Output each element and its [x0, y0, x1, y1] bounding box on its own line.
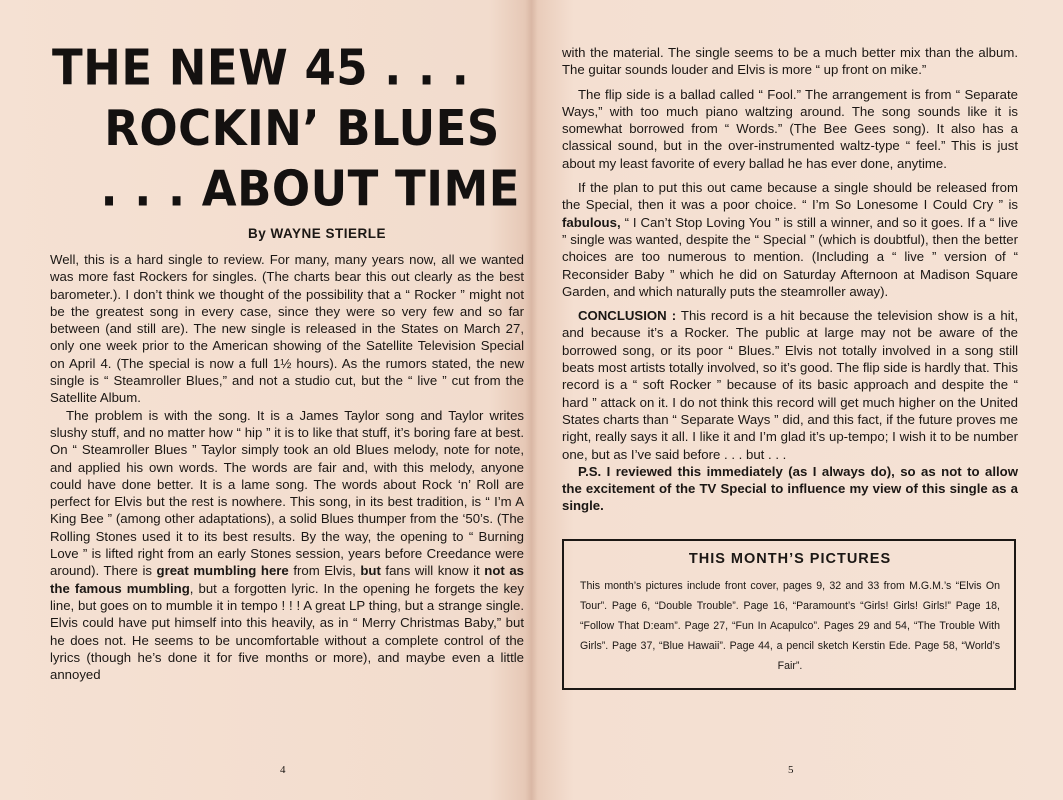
page-number-left: 4 — [280, 764, 286, 776]
problem-text-between-1: from Elvis, — [288, 563, 361, 579]
bold-not-famous-mumbling: not as the famous mumbling — [50, 563, 524, 596]
ps-text: P.S. I reviewed this immediately (as I always do), so as not to allow the excitement of the TV Special to influence my view of this single as a single. — [562, 463, 1018, 514]
problem-text-between-2: fans will know it — [380, 563, 485, 579]
page-number-right: 5 — [788, 764, 794, 776]
headline-line-1: THE NEW 45 . . . — [52, 39, 470, 97]
article-byline: By WAYNE STIERLE — [247, 226, 387, 241]
bold-fabulous: fabulous, — [562, 214, 621, 230]
left-page — [50, 38, 524, 778]
plan-text-end: “ I Can’t Stop Loving You ” is still a winner, and so it goes. If a “ live ” single was wanted, despite the “ Special ” (which is doubtful), then the better choices are too numerous to mention. (Including a “ live ” version of “ Reconsider Baby ” which he did on Saturday Afternoon at Madison Square Garden, and which naturally puts the steamroller away). — [562, 214, 1018, 299]
paragraph-problem — [50, 407, 524, 684]
pictures-box-title: THIS MONTH’S PICTURES — [688, 550, 892, 567]
pictures-box-text: This month’s pictures include front cover, pages 9, 32 and 33 from M.G.M.’s “Elvis On Tour”. Page 6, “Double Trouble”. Page 16, “Paramount’s “Girls! Girls! Girls!” Page 18, “Follow That D:eam”. Page 27, “Fun In Acapulco”. Pages 29 and 54, “The Trouble With Girls”. Page 37, “Blue Hawaii”. Page 44, a pencil sketch Kerstin Ede. Page 58, “World’s Fair”. — [580, 579, 1000, 672]
right-page — [562, 44, 1018, 784]
paragraph-continued: with the material. The single seems to be a much better mix than the album. The guitar sounds louder and Elvis is more “ up front on mike.” — [562, 45, 1018, 78]
problem-text-end: , but a forgotten lyric. In the opening he forgets the key line, but goes on to mumble it in tempo ! ! ! A great LP thing, but a strange single. Elvis could have put himself into this heavily, as in “ Merry Christmas Baby,” but he does not. He seems to be uncomfortable without a complete control of the lyrics (though he’s done it for five months or more), and maybe even a little annoyed — [50, 580, 524, 683]
bold-great-mumbling: great mumbling here — [156, 563, 289, 579]
headline-line-2: ROCKIN’ BLUES — [104, 99, 500, 157]
paragraph-plan — [562, 179, 1018, 300]
right-body-text — [562, 44, 1018, 515]
problem-text-start: The problem is with the song. It is a James Taylor song and Taylor writes slushy stuff, and no matter how “ hip ” it is to like that stuff, it’s boring fare at best. On “ Steamroller Blues ” Taylor simply took an old Blues melody, note for note, and applied his own words. The words are fair and, with this melody, anyone could have done better. It is a lame song. The words about Rock ‘n’ Roll are perfect for Elvis but the rest is nowhere. This song, in its best tradition, is “ I’m A King Bee ” (among other adaptations), a solid Blues thumper from the ‘50’s. (The Rolling Stones used it to its best results. By the way, the opening to “ Burning Love ” is lifted right from an early Stones session, years before Creedance were around). There is — [50, 407, 524, 579]
plan-text-start: If the plan to put this out came because a single should be released from the Special, then it was a poor choice. “ I’m So Lonesome I Could Cry ” is — [562, 180, 1018, 213]
headline-line-3: . . . ABOUT TIME — [100, 160, 520, 218]
pictures-credit-box — [562, 539, 1016, 690]
bold-but: but — [360, 563, 381, 579]
conclusion-label: CONCLUSION : — [578, 308, 677, 324]
paragraph-ps — [562, 463, 1018, 515]
paragraph-conclusion — [562, 307, 1018, 463]
left-body-text — [50, 251, 524, 683]
conclusion-text: This record is a hit because the television show is a hit, and because it’s a Rocker. The public at large may not be aware of the borrowed song, or its poor “ Blues.” Elvis not totally involved in a song still beats most artists totally involved, so it’s good. The flip side is hardly that. This record is a “ soft Rocker ” because of its basic approach and despite the “ hard ” attack on it. I do not think this record will get much higher on the United States charts than “ Separate Ways ” did, and this fact, if the future proves me right, really says it all. I like it and I’m glad it’s up-tempo; I wish it to be number one, but as I’ve said before . . . but . . . — [562, 308, 1018, 462]
paragraph-flip-side: The flip side is a ballad called “ Fool.” The arrangement is from “ Separate Ways,” with too much piano waltzing around. The song sounds like it is somewhat borrowed from “ Words.” (The Bee Gees song). It also has a classical sound, but in the over-instrumented waltz-type “ feel.” This is just about my least favorite of every ballad he has ever done, anytime. — [562, 86, 1018, 171]
article-headline — [50, 38, 524, 219]
paragraph-intro: Well, this is a hard single to review. For many, many years now, all we wanted was more fast Rockers for singles. (The charts bear this out clearly as the best barometer.). I don’t think we thought of the possibility that a “ Rocker ” might not be the greatest song in every case, since they were so very few and so far between (and still are). The new single is released in the States on March 27, only one week prior to the American showing of the Satellite Television Special on April 4. (The special is now a full 1½ hours). As the rumors stated, the new single is “ Steamroller Blues,” and not a studio cut, but the “ live ” cut from the Satellite Album. — [50, 252, 524, 406]
